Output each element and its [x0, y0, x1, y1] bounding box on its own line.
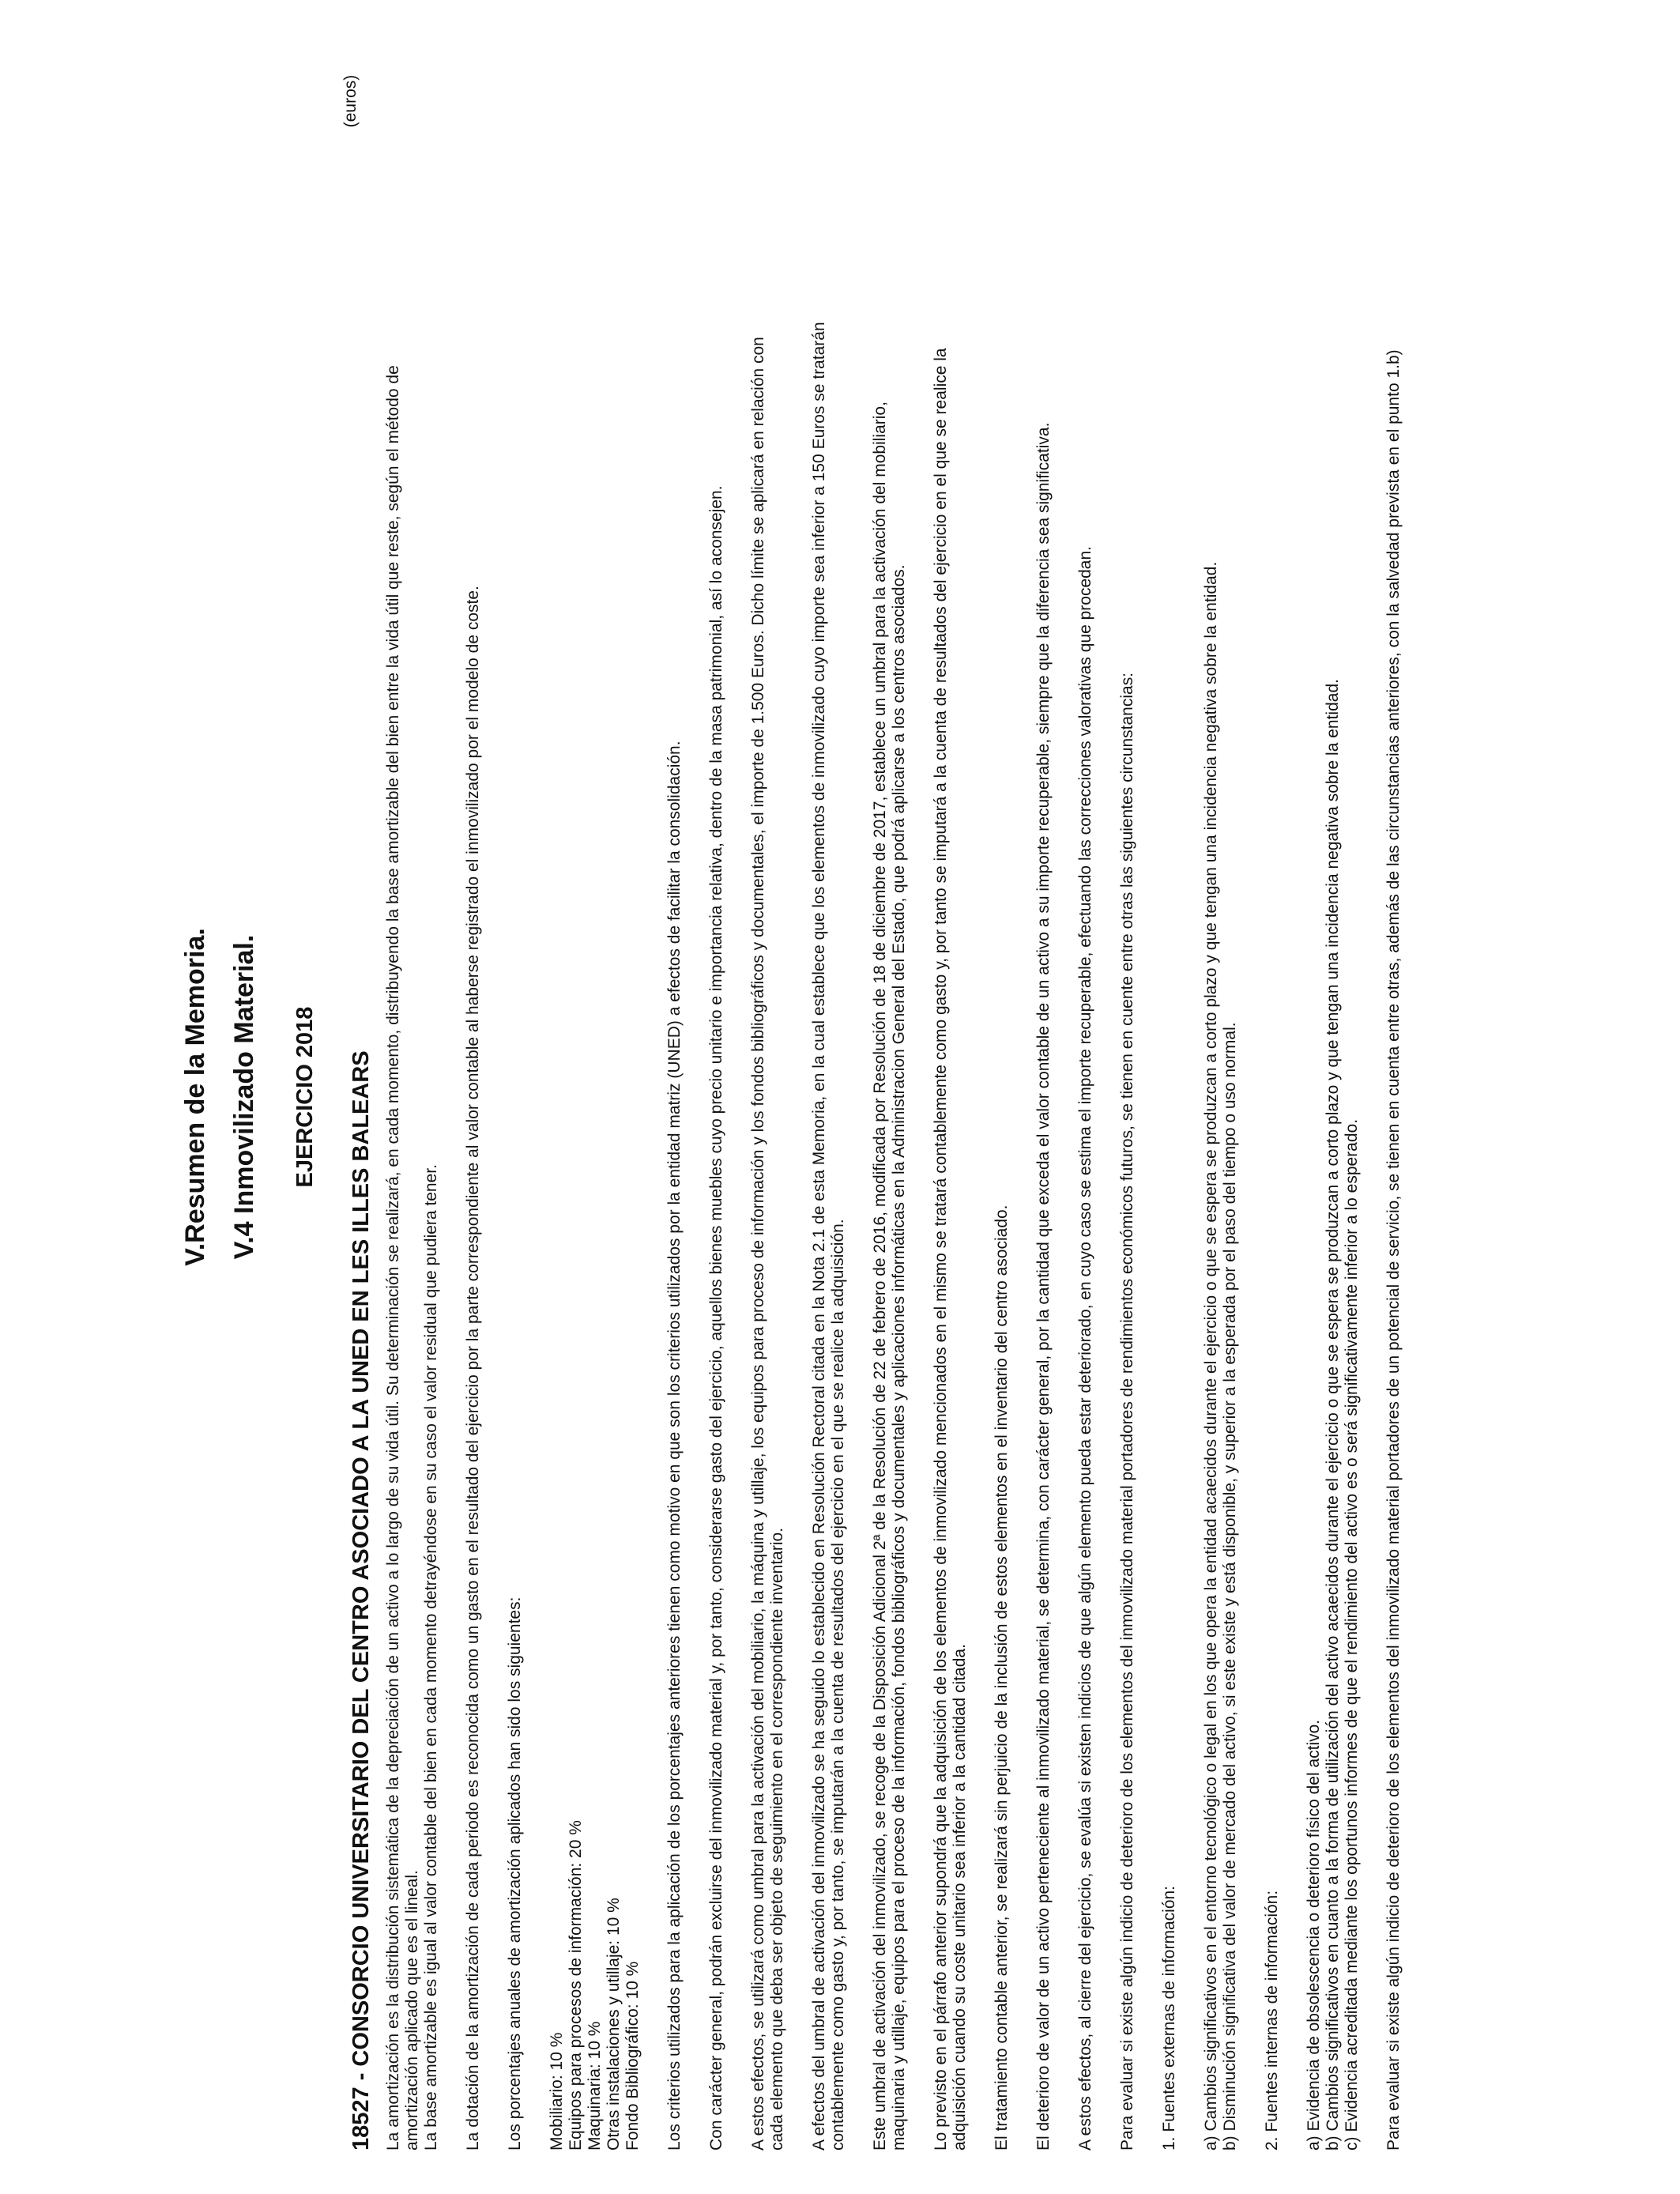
list-item: Equipos para procesos de información: 20 % — [567, 1820, 585, 2151]
text-line: cada elemento que deba ser objeto de seguimiento en el correspondiente inventario. — [768, 1527, 786, 2151]
text-line: A estos efectos, se utilizará como umbral para la activación del mobiliario, la máquina y utillaje, los equipos para proceso de información y los fondos bibliográficos y documentales, el importe de 1.500 Euros. Dicho límite se aplicará en relación con — [749, 337, 767, 2151]
paragraph-activation-threshold — [810, 80, 848, 2151]
rates-list — [548, 80, 642, 2151]
paragraph-inventory: El tratamiento contable anterior, se realizará sin perjuicio de la inclusión de estos elementos en el inventario del centro asociado. — [993, 1204, 1011, 2151]
fiscal-year: EJERCICIO 2018 — [292, 1006, 318, 1188]
text-line: maquinaria y utillaje, equipos para el proceso de la información, fondos bibliográficos y documentales y aplicaciones informáticas en la Administracion General del Estado, que podrá aplicarse a los centros asociados. — [890, 564, 908, 2151]
list-item: a) Cambios significativos en el entorno tecnológico o legal en los que opera la entidad acaecidos durante el ejercicio o que se espera se produzcan a corto plazo y que tengan una incidencia negativa sobre la entidad. — [1202, 561, 1220, 2151]
paragraph-exclusion: Con carácter general, podrán excluirse del inmovilizado material y, por tanto, considerarse gasto del ejercicio, aquellos bienes muebles cuyo precio unitario e importancia relativa, dentro de la masa patrimonial, así lo aconsejen. — [707, 485, 725, 2151]
heading-external-sources: 1. Fuentes externas de información: — [1160, 1885, 1178, 2151]
list-item: Mobiliario: 10 % — [548, 2032, 566, 2151]
text-line: La base amortizable es igual al valor contable del bien en cada momento detrayéndose en su caso el valor residual que pudiera tener. — [422, 1164, 440, 2151]
paragraph-criteria: Los criterios utilizados para la aplicación de los porcentajes anteriores tienen como motivo en que son los criterios utilizados por la entidad matriz (UNED) a efectos de facilitar la consolidación. — [665, 741, 684, 2151]
text-line: La amortización es la distribución sistemática de la depreciación de un activo a lo largo de su vida útil. Su determinación se realizará, en cada momento, distribuyendo la base amortizable del bien entre la vida útil que reste, según el método de — [384, 365, 402, 2151]
paragraph-impairment: El deterioro de valor de un activo perteneciente al inmovilizado material, se determina, con carácter general, por la cantidad que exceda el valor contable de un activo a su importe recuperable, siempre que la diferencia sea significativa. — [1034, 422, 1053, 2151]
page-title: V.Resumen de la Memoria. — [180, 928, 210, 1266]
list-item: a) Evidencia de obsolescencia o deterioro físico del activo. — [1305, 1719, 1323, 2151]
list-item: b) Disminución significativa del valor de mercado del activo, si este existe y está disponible, y superior a la esperada por el paso del tiempo o uso normal. — [1221, 1022, 1239, 2151]
paragraph-resolution — [871, 80, 909, 2151]
currency-note: (euros) — [341, 74, 360, 128]
paragraph-dotacion: La dotación de la amortización de cada periodo es reconocida como un gasto en el resultado del ejercicio por la parte correspondiente al valor contable al haberse registrado el inmovilizado por el modelo de coste. — [464, 586, 482, 2151]
paragraph-expense-treatment — [932, 80, 970, 2151]
paragraph-impairment-indicators: Para evaluar si existe algún indicio de deterioro de los elementos del inmovilizado material portadores de rendimientos económicos futuros, se tienen en cuente entre otras las siguientes circunstancias: — [1118, 672, 1136, 2151]
text-line: adquisición cuando su coste unitario sea inferior a la cantidad citada. — [951, 1644, 969, 2151]
text-line: Este umbral de activación del inmovilizado, se recoge de la Disposición Adicional 2ª de la Resolución de 22 de febrero de 2016, modificada por Resolución de 18 de diciembre de 2017, establece un umbral para la activación del mobiliario, — [871, 401, 889, 2151]
section-title: V.4 Inmovilizado Material. — [229, 934, 259, 1260]
text-line: amortización aplicado que es el lineal. — [403, 1870, 421, 2151]
memo-body — [348, 80, 1426, 2151]
paragraph-threshold — [749, 80, 787, 2151]
list-item: Maquinaria: 10 % — [586, 2021, 604, 2151]
text-line: contablemente como gasto y, por tanto, se imputarán a la cuenta de resultados del ejercicio en el que se realice la adquisición. — [829, 1219, 847, 2151]
list-item: Otras instalaciones y utillaje: 10 % — [605, 1898, 623, 2151]
organization-name: 18527 - CONSORCIO UNIVERSITARIO DEL CENTRO ASOCIADO A LA UNED EN LES ILLES BALEARS — [348, 1050, 374, 2151]
internal-sources-list — [1305, 80, 1362, 2151]
paragraph-service-potential: Para evaluar si existe algún indicio de deterioro de los elementos del inmovilizado material portadores de un potencial de servicio, se tienen en cuenta entre otras, además de las circunstancias anteriores, con la salvedad prevista en el punto 1.b) — [1384, 349, 1403, 2151]
heading-internal-sources: 2. Fuentes internas de información: — [1263, 1890, 1281, 2151]
list-item: c) Evidencia acreditada mediante los oportunos informes de que el rendimiento del activo es o será significativamente inferior a lo esperado. — [1343, 1118, 1361, 2151]
list-item: Fondo Bibliográfico: 10 % — [623, 1961, 642, 2151]
text-line: A efectos del umbral de activación del inmovilizado se ha seguido lo establecido en Resolución Rectoral citada en la Nota 2.1 de esta Memoria, en la cual establece que los elementos de inmovilizado cuyo importe sea inferior a 150 Euros se tratarán — [810, 322, 828, 2151]
text-line: Lo previsto en el párrafo anterior supondrá que la adquisición de los elementos de inmovilizado mencionados en el mismo se tratará contablemente como gasto y, por tanto se imputará a la cuenta de resultados del ejercicio en el que se realice la — [932, 348, 950, 2151]
paragraph-rates-intro: Los porcentajes anuales de amortización aplicados han sido los siguientes: — [506, 1596, 524, 2151]
paragraph-year-end-evaluation: A estos efectos, al cierre del ejercicio, se evalúa si existen indicios de que algún elemento pueda estar deteriorado, en cuyo caso se estima el importe recuperable, efectuando las correcciones valorativas que procedan. — [1076, 546, 1094, 2151]
paragraph-amortization — [384, 80, 441, 2151]
list-item: b) Cambios significativos en cuanto a la forma de utilización del activo acaecidos durante el ejercicio o que se espera se produzcan a corto plazo y que tengan una incidencia negativa sobre la entidad. — [1324, 679, 1342, 2151]
external-sources-list — [1202, 80, 1240, 2151]
